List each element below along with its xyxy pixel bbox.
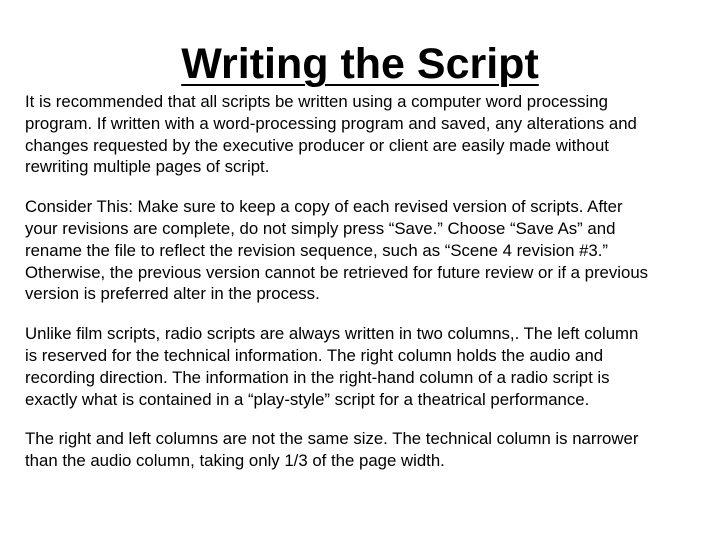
text-line: Consider This: Make sure to keep a copy of each revised version of scripts. After [25,197,623,217]
paragraph-consider-this [25,196,705,305]
text-line: rewriting multiple pages of script. [25,157,270,177]
text-line: program. If written with a word-processing program and saved, any alterations and [25,113,637,133]
text-line: exactly what is contained in a “play-style” script for a theatrical performance. [25,389,590,409]
paragraph-word-processing [25,91,705,178]
text-line: is reserved for the technical information. The right column holds the audio and [25,345,604,365]
text-line: changes requested by the executive producer or client are easily made without [25,135,609,155]
paragraph-column-sizes [25,428,705,472]
text-line: Unlike film scripts, radio scripts are always written in two columns,. The left column [25,324,639,344]
text-line: It is recommended that all scripts be written using a computer word processing [25,92,608,111]
text-line: rename the file to reflect the revision sequence, such as “Scene 4 revision #3.” [25,240,608,260]
text-line: version is preferred alter in the process. [25,284,320,304]
text-line: Otherwise, the previous version cannot be retrieved for future review or if a previous [25,262,649,282]
slide-body [25,91,705,490]
text-line: your revisions are complete, do not simply press “Save.” Choose “Save As” and [25,218,616,238]
text-line: The right and left columns are not the same size. The technical column is narrower [25,429,639,449]
text-line: than the audio column, taking only 1/3 of the page width. [25,451,445,471]
paragraph-two-columns [25,323,705,410]
text-line: recording direction. The information in the right-hand column of a radio script is [25,367,610,387]
slide-title: Writing the Script [181,40,539,88]
